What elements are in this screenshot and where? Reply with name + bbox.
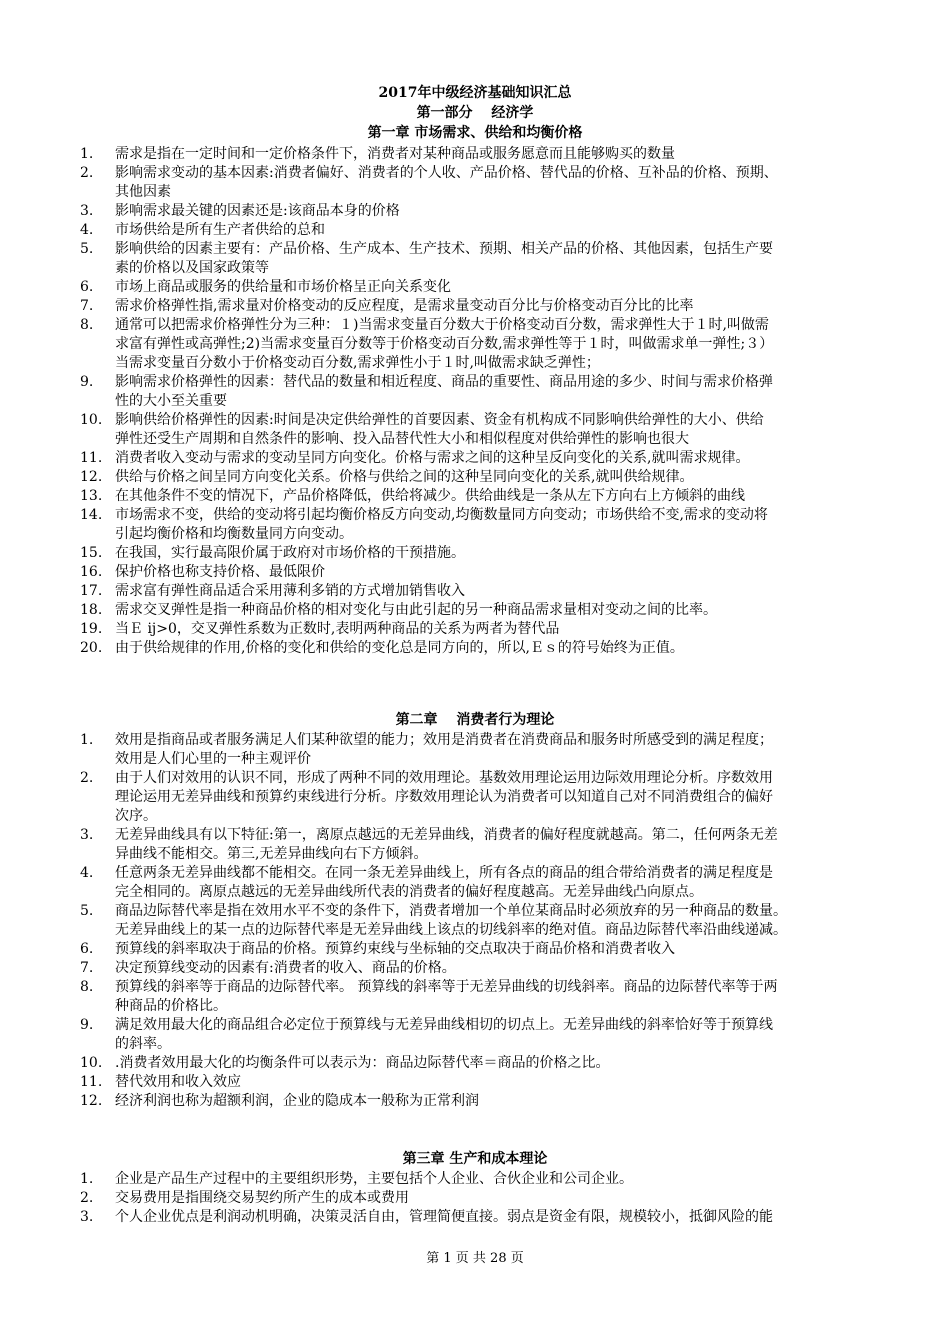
- list-item-text: 影响需求价格弹性的因素：替代品的数量和相近程度、商品的重要性、商品用途的多少、时间与需求价格弹: [115, 374, 773, 390]
- chapter-3-list: [0, 1170, 950, 1227]
- list-item: [0, 1189, 950, 1208]
- list-item: [0, 449, 950, 468]
- list-item-number: 1.: [80, 732, 94, 748]
- list-item-number: 4.: [80, 865, 94, 881]
- list-item-number: 14.: [80, 507, 103, 523]
- list-item: [0, 468, 950, 487]
- document-title: 2017年中级经济基础知识汇总: [378, 85, 572, 101]
- list-item-number: 9.: [80, 1017, 94, 1033]
- list-item-number: 6.: [80, 941, 94, 957]
- list-item-text: 素的价格以及国家政策等: [115, 260, 269, 276]
- list-item-number: 11.: [80, 1074, 103, 1090]
- list-item-text: 当需求变量百分数小于价格变动百分数,需求弹性小于１时,叫做需求缺乏弹性；: [115, 355, 600, 371]
- list-item-number: 19.: [80, 621, 103, 637]
- list-item-text: 通常可以把需求价格弹性分为三种：１)当需求变量百分数大于价格变动百分数，需求弹性大于１时,叫做需: [115, 317, 769, 333]
- list-item-text: .消费者效用最大化的均衡条件可以表示为：商品边际替代率＝商品的价格之比。: [115, 1055, 610, 1071]
- list-item: [0, 487, 950, 506]
- list-item-text: 理论运用无差异曲线和预算约束线进行分析。序数效用理论认为消费者可以知道自己对不同消费组合的偏好: [115, 789, 773, 805]
- list-item-number: 2.: [80, 1190, 94, 1206]
- list-item: [0, 902, 950, 940]
- list-item-text: 市场需求不变，供给的变动将引起均衡价格反方向变动,均衡数量同方向变动；市场供给不变,需求的变动将: [115, 507, 768, 523]
- list-item-text: 在其他条件不变的情况下，产品价格降低，供给将减少。供给曲线是一条从左下方向右上方倾斜的曲线: [115, 488, 745, 504]
- chapter-1-title: 第一章 市场需求、供给和均衡价格: [367, 125, 583, 141]
- list-item: [0, 959, 950, 978]
- page-footer: 第 1 页 共 28 页: [426, 1251, 524, 1266]
- list-item-text: 企业是产品生产过程中的主要组织形势，主要包括个人企业、合伙企业和公司企业。: [115, 1171, 633, 1187]
- list-item-text: 需求是指在一定时间和一定价格条件下，消费者对某种商品或服务愿意而且能够购买的数量: [115, 146, 675, 162]
- list-item-number: 5.: [80, 903, 94, 919]
- list-item: [0, 864, 950, 902]
- list-item: [0, 1073, 950, 1092]
- list-item-text: 需求富有弹性商品适合采用薄利多销的方式增加销售收入: [115, 583, 465, 599]
- list-item: [0, 563, 950, 582]
- list-item: [0, 978, 950, 1016]
- list-item: [0, 731, 950, 769]
- list-item-number: 3.: [80, 827, 94, 843]
- list-item-text: 影响供给的因素主要有：产品价格、生产成本、生产技术、预期、相关产品的价格、其他因素，包括生产要: [115, 241, 773, 257]
- list-item-number: 9.: [80, 374, 94, 390]
- list-item: [0, 1054, 950, 1073]
- chapter-3-title: 第三章 生产和成本理论: [402, 1151, 548, 1167]
- list-item-text: 在我国，实行最高限价属于政府对市场价格的干预措施。: [115, 545, 465, 561]
- list-item: [0, 826, 950, 864]
- list-item-text: 决定预算线变动的因素有:消费者的收入、商品的价格。: [115, 960, 456, 976]
- list-item-text: 影响需求变动的基本因素:消费者偏好、消费者的个人收、产品价格、替代品的价格、互补品的价格、预期、: [115, 165, 778, 181]
- list-item-text: 需求交叉弹性是指一种商品价格的相对变化与由此引起的另一种商品需求量相对变动之间的比率。: [115, 602, 717, 618]
- list-item-number: 7.: [80, 298, 94, 314]
- list-item-number: 10.: [80, 412, 103, 428]
- part-title: 第一部分 经济学: [416, 105, 534, 121]
- list-item-text: 效用是指商品或者服务满足人们某种欲望的能力；效用是消费者在消费商品和服务时所感受到的满足程度；: [115, 732, 773, 748]
- list-item-text: 消费者收入变动与需求的变动呈同方向变化。价格与需求之间的这种呈反向变化的关系,就叫需求规律。: [115, 450, 750, 466]
- list-item-number: 8.: [80, 317, 94, 333]
- list-item: [0, 601, 950, 620]
- list-item-text: 保护价格也称支持价格、最低限价: [115, 564, 325, 580]
- list-item-text: 无差异曲线具有以下特征:第一，离原点越远的无差异曲线，消费者的偏好程度就越高。第二，任何两条无差: [115, 827, 778, 843]
- list-item: [0, 316, 950, 373]
- list-item-number: 4.: [80, 222, 94, 238]
- list-item: [0, 221, 950, 240]
- list-item-text: 由于人们对效用的认识不同，形成了两种不同的效用理论。基数效用理论运用边际效用理论分析。序数效用: [115, 770, 773, 786]
- list-item-text: 市场上商品或服务的供给量和市场价格呈正向关系变化: [115, 279, 451, 295]
- list-item-number: 1.: [80, 1171, 94, 1187]
- list-item-text: 求富有弹性或高弹性;2)当需求变量百分数等于价格变动百分数,需求弹性等于１时，叫做需求单一弹性;３）: [115, 336, 774, 352]
- list-item-number: 1.: [80, 146, 94, 162]
- list-item: [0, 620, 950, 639]
- list-item: [0, 769, 950, 826]
- list-item-text: 弹性还受生产周期和自然条件的影响、投入品替代性大小和相似程度对供给弹性的影响也很大: [115, 431, 689, 447]
- list-item-text: 其他因素: [115, 184, 171, 200]
- list-item-number: 3.: [80, 203, 94, 219]
- list-item: [0, 1170, 950, 1189]
- list-item-text: 当Ｅ ij>0，交叉弹性系数为正数时,表明两种商品的关系为两者为替代品: [115, 621, 560, 637]
- list-item-text: 交易费用是指围绕交易契约所产生的成本或费用: [115, 1190, 409, 1206]
- list-item: [0, 164, 950, 202]
- chapter-2-list: [0, 731, 950, 1111]
- list-item-text: 市场供给是所有生产者供给的总和: [115, 222, 325, 238]
- list-item: [0, 582, 950, 601]
- list-item-number: 16.: [80, 564, 103, 580]
- list-item-text: 影响需求最关键的因素还是:该商品本身的价格: [115, 203, 400, 219]
- list-item: [0, 639, 950, 658]
- list-item: [0, 202, 950, 221]
- list-item-number: 10.: [80, 1055, 103, 1071]
- list-item-text: 任意两条无差异曲线都不能相交。在同一条无差异曲线上，所有各点的商品的组合带给消费者的满足程度是: [115, 865, 773, 881]
- list-item-text: 供给与价格之间呈同方向变化关系。价格与供给之间的这种呈同向变化的关系,就叫供给规律。: [115, 469, 694, 485]
- chapter-1-list: [0, 145, 950, 658]
- list-item-text: 预算线的斜率取决于商品的价格。预算约束线与坐标轴的交点取决于商品价格和消费者收入: [115, 941, 675, 957]
- list-item-text: 次序。: [115, 808, 157, 824]
- list-item-number: 12.: [80, 1093, 103, 1109]
- list-item-text: 需求价格弹性指,需求量对价格变动的反应程度，是需求量变动百分比与价格变动百分比的比率: [115, 298, 694, 314]
- list-item: [0, 297, 950, 316]
- list-item-number: 5.: [80, 241, 94, 257]
- list-item-number: 15.: [80, 545, 103, 561]
- list-item-number: 11.: [80, 450, 103, 466]
- list-item-text: 经济利润也称为超额利润，企业的隐成本一般称为正常利润: [115, 1093, 479, 1109]
- list-item-number: 12.: [80, 469, 103, 485]
- list-item-text: 异曲线不能相交。第三,无差异曲线向右下方倾斜。: [115, 846, 428, 862]
- list-item-text: 由于供给规律的作用,价格的变化和供给的变化总是同方向的，所以,Ｅｓ的符号始终为正值。: [115, 640, 684, 656]
- list-item-text: 商品边际替代率是指在效用水平不变的条件下，消费者增加一个单位某商品时必须放弃的另一种商品的数量。: [115, 903, 787, 919]
- list-item-number: 8.: [80, 979, 94, 995]
- list-item-number: 17.: [80, 583, 103, 599]
- list-item-number: 18.: [80, 602, 103, 618]
- list-item-number: 20.: [80, 640, 103, 656]
- list-item-text: 个人企业优点是利润动机明确，决策灵活自由，管理简便直接。弱点是资金有限，规模较小，抵御风险的能: [115, 1209, 773, 1225]
- chapter-2-title: 第二章 消费者行为理论: [395, 712, 555, 728]
- list-item-text: 替代效用和收入效应: [115, 1074, 241, 1090]
- list-item-number: 3.: [80, 1209, 94, 1225]
- list-item-text: 引起均衡价格和均衡数量同方向变动。: [115, 526, 353, 542]
- list-item: [0, 240, 950, 278]
- list-item-text: 满足效用最大化的商品组合必定位于预算线与无差异曲线相切的切点上。无差异曲线的斜率恰好等于预算线: [115, 1017, 773, 1033]
- list-item: [0, 411, 950, 449]
- list-item-text: 的斜率。: [115, 1036, 171, 1052]
- list-item: [0, 278, 950, 297]
- list-item: [0, 544, 950, 563]
- list-item: [0, 1208, 950, 1227]
- list-item-text: 影响供给价格弹性的因素:时间是决定供给弹性的首要因素、资金有机构成不同影响供给弹性的大小、供给: [115, 412, 764, 428]
- list-item: [0, 373, 950, 411]
- list-item: [0, 940, 950, 959]
- list-item-number: 6.: [80, 279, 94, 295]
- list-item-number: 7.: [80, 960, 94, 976]
- list-item-number: 2.: [80, 165, 94, 181]
- list-item-text: 完全相同的。离原点越远的无差异曲线所代表的消费者的偏好程度越高。无差异曲线凸向原点。: [115, 884, 703, 900]
- list-item-number: 13.: [80, 488, 103, 504]
- list-item-text: 种商品的价格比。: [115, 998, 227, 1014]
- list-item: [0, 1016, 950, 1054]
- list-item-text: 性的大小至关重要: [115, 393, 227, 409]
- list-item: [0, 1092, 950, 1111]
- list-item-text: 效用是人们心里的一种主观评价: [115, 751, 311, 767]
- list-item-text: 无差异曲线上的某一点的边际替代率是无差异曲线上该点的切线斜率的绝对值。商品边际替代率沿曲线递减。: [115, 922, 787, 938]
- list-item-number: 2.: [80, 770, 94, 786]
- list-item: [0, 506, 950, 544]
- list-item-text: 预算线的斜率等于商品的边际替代率。 预算线的斜率等于无差异曲线的切线斜率。商品的边际替代率等于两: [115, 979, 778, 995]
- list-item: [0, 145, 950, 164]
